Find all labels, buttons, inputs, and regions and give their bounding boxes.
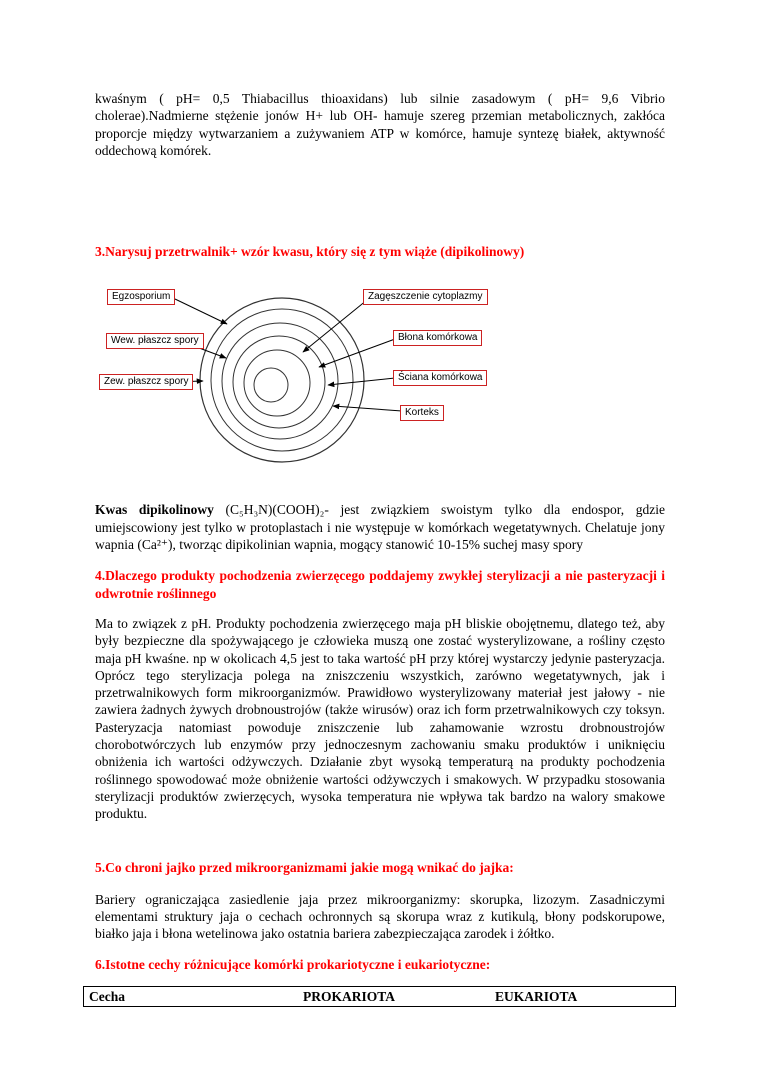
paragraph-ph-intro: kwaśnym ( pH= 0,5 Thiabacillus thioaxidans) lub silnie zasadowym ( pH= 9,6 Vibrio cholerae).Nadmierne stężenie jonów H+ lub OH- hamuje szereg przemian metabolicznych, zakłóca proporcje między wytwarzaniem a zużywaniem ATP w komórce, hamuje syntezę białek, aktywność oddechową komórek. (95, 91, 665, 158)
label-egzosporium: Egzosporium (107, 289, 175, 305)
label-wew-plaszcz-spory: Wew. płaszcz spory (106, 333, 204, 349)
arrow-zageszczenie (303, 300, 367, 352)
layer-cytoplazma-circle (254, 368, 288, 402)
heading-question-6: 6.Istotne cechy różnicujące komórki prokariotyczne i eukariotyczne: (95, 956, 491, 972)
heading-question-4: 4.Dlaczego produkty pochodzenia zwierzęcego poddajemy zwykłej sterylizacji a nie pasteryzacji i odwrotnie roślinnego (95, 568, 665, 601)
table-header-prokariota: PROKARIOTA (303, 988, 396, 1004)
label-zew-plaszcz-spory: Zew. płaszcz spory (99, 374, 193, 390)
comparison-table-header-row (83, 986, 676, 1007)
paragraph-sterylizacja: Ma to związek z pH. Produkty pochodzenia zwierzęcego maja pH bliskie obojętnemu, dlatego też, aby były bezpieczne dla spożywającego je człowieka muszą one zostać wysterylizowane, a rośliny często maja pH kwaśne. np w okolicach 4,5 jest to taka wartość pH przy której wystarczy jedynie pasteryzacja. Oprócz tego sterylizacja polega na zniszczeniu wszystkich, zarówno wegetatywnych, jak i przetrwalnikowych form mikroorganizmów. Prawidłowo wysterylizowany materiał jest jałowy - nie zawiera żadnych żywych drobnoustrojów (także wirusów) oraz ich form przetrwalnikowych czy toksyn. Pasteryzacja natomiast powoduje zniszczenie lub zahamowanie wzrostu drobnoustrojów chorobotwórczych lub enzymów przy jednoczesnym zachowaniu smaku produktów i uniknięciu obniżenia ich wartości odżywczych. Działanie zbyt wysoką temperaturą na produkty pochodzenia roślinnego spowodować może obniżenie wartości odżywczych i smakowych. W przypadku stosowania sterylizacji produktów zwierzęcych, wysoka temperatura nie wpływa tak bardzo na walory smakowe produktu. (95, 615, 665, 822)
label-korteks: Korteks (400, 405, 444, 421)
label-sciana-komorkowa: Ściana komórkowa (393, 370, 487, 386)
kwas-lead-text: Kwas dipikolinowy (95, 502, 214, 518)
arrow-egzosporium (175, 299, 227, 324)
spore-diagram (95, 286, 665, 491)
label-blona-komorkowa: Błona komórkowa (393, 330, 482, 346)
arrow-korteks (333, 406, 402, 411)
table-header-cecha: Cecha (89, 988, 125, 1004)
paragraph-jajko-bariery: Bariery ograniczająca zasiedlenie jaja przez mikroorganizmy: skorupka, lizozym. Zasadniczymi elementami struktury jaja o cechach ochronnych są skorupa wraz z kutikulą, błony podskorupowe, białko jaja i błona wetelinowa jako ostatnia bariera zabezpieczająca zarodek i żółtko. (95, 891, 665, 942)
kwas-body-text: (C₅H₃N)(COOH)₂- jest związkiem swoistym tylko dla endospor, gdzie umiejscowiony jest tylko w protoplastach i nie występuje w komórkach wegetatywnych. Chelatuje jony wapnia (Ca²⁺), tworząc dipikolinian wapnia, mogący stanowić 10-15% suchej masy spory (95, 502, 665, 553)
label-zageszczenie-cytoplazmy: Zagęszczenie cytoplazmy (363, 289, 488, 305)
heading-question-5: 5.Co chroni jajko przed mikroorganizmami jakie mogą wnikać do jajka: (95, 859, 514, 875)
heading-question-3: 3.Narysuj przetrwalnik+ wzór kwasu, który się z tym wiąże (dipikolinowy) (95, 244, 525, 260)
paragraph-kwas-dipikolinowy (95, 501, 665, 553)
layer-wew-plaszcz-circle (222, 323, 338, 439)
table-header-eukariota: EUKARIOTA (495, 988, 578, 1004)
layer-zew-plaszcz-circle (211, 309, 353, 451)
